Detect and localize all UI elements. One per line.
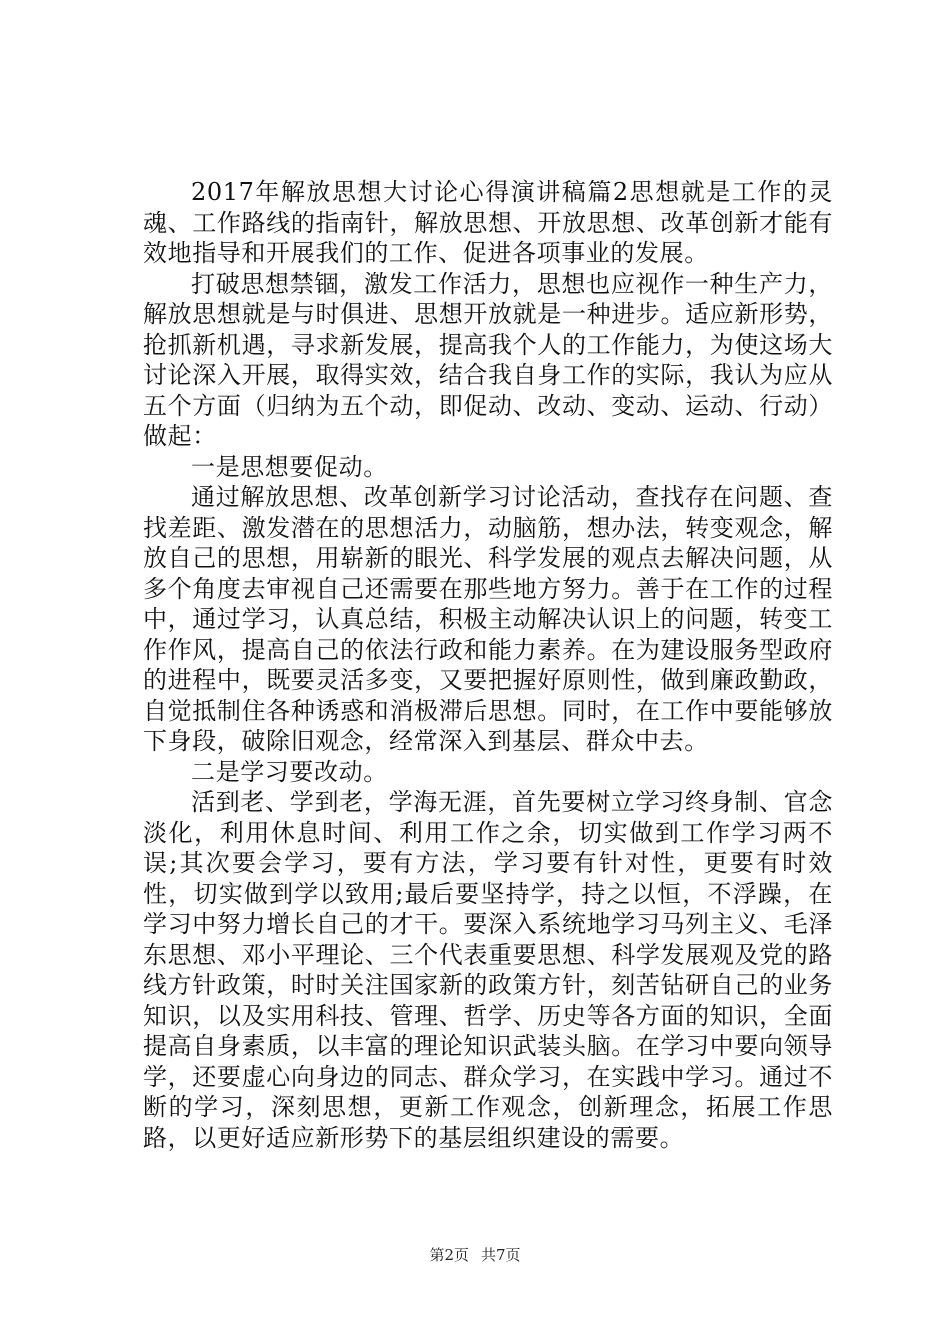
page-total: 共7页 [481,1246,521,1264]
page-footer [0,1245,950,1265]
section-heading-study: 二是学习要改动。 [191,757,388,786]
paragraph-thought: 通过解放思想、改革创新学习讨论活动，查找存在问题、查找差距、激发潜在的思想活力，动脑筋，想办法，转变观念，解放自己的思想，用崭新的眼光、科学发展的观点去解决问题，从多个角度去审视自己还需要在那些地方努力。善于在工作的过程中，通过学习，认真总结，积极主动解决认识上的问题，转变工作作风，提高自己的依法行政和能力素养。在为建设服务型政府的进程中，既要灵活多变，又要把握好原则性，做到廉政勤政，自觉抵制住各种诱惑和消极滞后思想。同时，在工作中要能够放下身段，破除旧观念，经常深入到基层、群众中去。 [143,483,833,755]
paragraph-break-shackles: 打破思想禁锢，激发工作活力，思想也应视作一种生产力，解放思想就是与时俱进、思想开放就是一种进步。适应新形势，抢抓新机遇，寻求新发展，提高我个人的工作能力，为使这场大讨论深入开展，取得实效，结合我自身工作的实际，我认为应从五个方面（归纳为五个动，即促动、改动、变动、运动、行动）做起： [143,269,833,450]
page-number: 第2页 [429,1246,469,1264]
paragraph-intro: 2017年解放思想大讨论心得演讲稿篇2思想就是工作的灵魂、工作路线的指南针，解放思想、开放思想、改革创新才能有效地指导和开展我们的工作、促进各项事业的发展。 [143,178,833,267]
paragraph-study: 活到老、学到老，学海无涯，首先要树立学习终身制、官念淡化，利用休息时间、利用工作之余，切实做到工作学习两不误;其次要会学习，要有方法，学习要有针对性，更要有时效性，切实做到学以致用;最后要坚持学，持之以恒，不浮躁，在学习中努力增长自己的才干。要深入系统地学习马列主义、毛泽东思想、邓小平理论、三个代表重要思想、科学发展观及党的路线方针政策，时时关注国家新的政策方针，刻苦钻研自己的业务知识，以及实用科技、管理、哲学、历史等各方面的知识，全面提高自身素质，以丰富的理论知识武装头脑。在学习中要向领导学，还要虚心向身边的同志、群众学习，在实践中学习。通过不断的学习，深刻思想，更新工作观念，创新理念，拓展工作思路，以更好适应新形势下的基层组织建设的需要。 [143,788,833,1152]
document-body [143,177,833,1153]
section-heading-thought: 一是思想要促动。 [191,452,388,481]
